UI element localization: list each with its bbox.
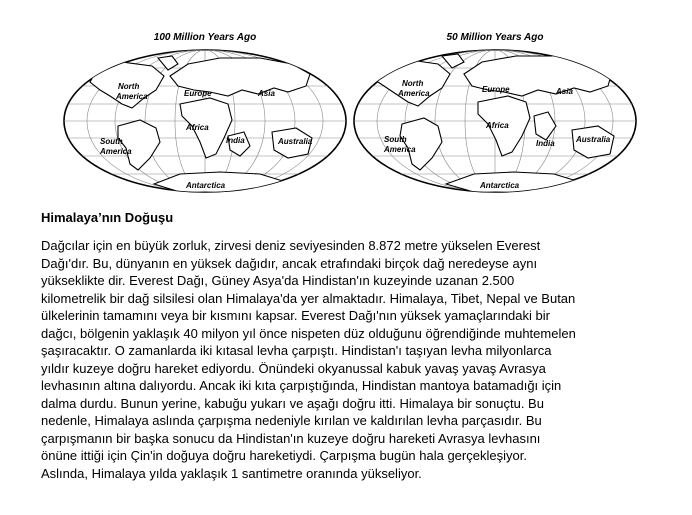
label-north-america-2: America [116,92,148,101]
body-line: çarpışmanın bir başka sonucu da Hindistan'ın kuzeye doğru hareketi Avrasya levhasını [41,430,541,446]
label-south-america: South [100,137,123,146]
label-india: India [226,136,245,145]
body-line: Dağı'dır. Bu, dünyanın en yüksek dağıdır, ancak etrafındaki birçok dağ neredeyse aynı [41,255,538,271]
map-title: 100 Million Years Ago [153,32,257,43]
body-line: yıldır kuzeye doğru hareket ediyordu. Önündeki okyanussal kabuk yavaş yavaş Avrasya [41,360,546,376]
label-antarctica: Antarctica [186,181,226,190]
label-australia: Australia [278,137,313,146]
paleogeography-maps [60,28,640,198]
body-line: yükseklikte dir. Everest Dağı, Güney Asya'da Hindistan'ın kuzeyinde uzanan 2.500 [41,273,515,288]
map-50-million-years [350,28,640,198]
body-line: ülkelerinin tamamını veya bir kısmını kapsar. Everest Dağı'nın yüksek yamaçlarındaki bir [41,308,550,323]
label-africa: Africa [486,121,509,130]
label-north-america-2: America [398,89,430,98]
body-line: Aslında, Himalaya yılda yaklaşık 1 santimetre oranında yükseliyor. [41,465,422,481]
label-north-america: North [118,82,140,91]
world-map-50-mya [350,46,640,196]
article-title: Himalaya’nın Doğuşu [41,210,174,225]
label-asia: Asia [258,89,275,98]
label-south-america: South [384,135,407,144]
label-africa: Africa [186,123,209,132]
body-line: Dağcılar için en büyük zorluk, zirvesi deniz seviyesinden 8.872 metre yükselen Everest [41,238,541,253]
map-100-million-years [60,28,350,198]
map-title: 50 Million Years Ago [446,32,544,43]
body-line: önüne ittiği için Çin'in doğuya doğru hareketiydi. Çarpışma bugün hala gerçekleşiyor. [41,448,527,463]
label-south-america-2: America [384,145,416,154]
label-europe: Europe [482,85,510,94]
world-map-100-mya [60,46,350,196]
label-north-america: North [402,79,424,88]
label-asia: Asia [556,87,573,96]
label-antarctica: Antarctica [480,181,520,190]
body-line: dağcı, bölgenin yaklaşık 40 milyon yıl önce nispeten düz olduğunu öğrendiğinde muhtemelen [41,325,576,341]
body-line: şaşıracaktır. O zamanlarda iki kıtasal levha çarpıştı. Hindistan'ı taşıyan levha milyonlarca [41,343,552,358]
body-line: levhasının altına dalıyordu. Ancak iki kıta çarpıştığında, Hindistan mantoya batamadığı için [41,378,562,393]
body-line: dalma durdu. Bunun yerine, kabuğu yukarı ve aşağı doğru itti. Himalaya bir sonuçtu. Bu [41,395,544,411]
body-line: kilometrelik bir dağ silsilesi olan Himalaya'da yer almaktadır. Himalaya, Tibet, Nepal ve Butan [41,290,576,306]
label-india: India [536,139,555,148]
label-south-america-2: America [100,147,132,156]
article-body [41,237,641,482]
label-europe: Europe [184,89,212,98]
label-australia: Australia [576,135,611,144]
body-line: nedenle, Himalaya aslında çarpışma nedeniyle kırılan ve kaldırılan levha parçasıdır. Bu [41,413,542,428]
